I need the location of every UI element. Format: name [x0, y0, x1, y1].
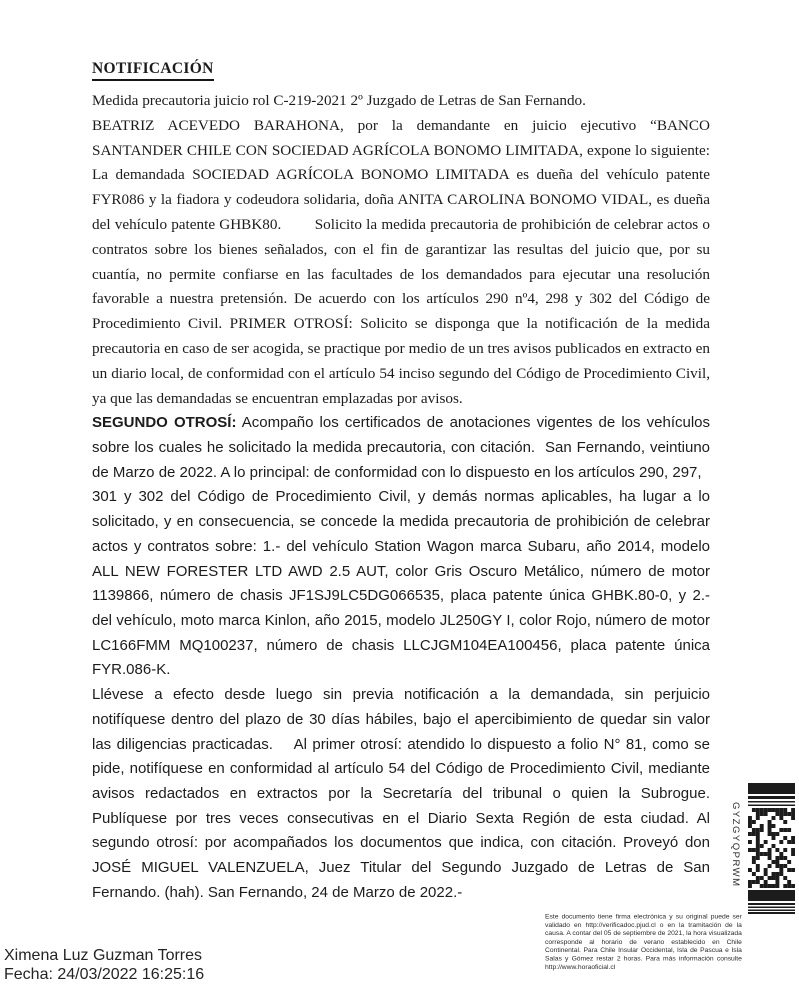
signatory-block — [4, 947, 204, 985]
text-run: SEGUNDO OTROSÍ: — [92, 414, 237, 432]
paragraph-resolucion — [92, 683, 710, 905]
barcode-code-label: GYZGYQPRWM — [730, 802, 741, 888]
text-run: BEATRIZ ACEVEDO BARAHONA, por la demandante en juicio ejecutivo “BANCO SANTANDER CHILE CON SOCIEDAD AGRÍCOLA BONOMO LIMITADA, expone lo siguiente: La demandada SOCIEDAD AGRÍCOLA BONOMO LIMITADA es dueña del vehículo patente FYR086 y la fiadora y codeudora solidaria, doña ANITA CAROLINA BONOMO VIDAL, es dueña del vehículo patente GHBK80. Solicito la medida precautoria de prohibición de celebrar actos o contratos sobre los bienes señalados, con el fin de garantizar las resultas del juicio que, por su cuantía, no permite confiarse en las facultades de los demandados para ejecutar una resolución favorable a nuestra pretensión. De acuerdo con los artículos 290 nº4, 298 y 302 del Código de Procedimiento Civil. PRIMER OTROSÍ: Solicito se disponga que la notificación de la medida precautoria en caso de ser acogida, se practique por medio de un tres avisos publicados en extracto en un diario local, de conformidad con el artículo 54 inciso segundo del Código de Procedimiento Civil, ya que las demandadas se encuentran emplazadas por avisos. — [92, 116, 710, 407]
paragraph-principal — [92, 114, 710, 412]
document-title-text: NOTIFICACIÓN — [92, 59, 214, 81]
paragraph-segundo-otrosi — [92, 411, 710, 683]
document-paragraphs — [92, 89, 710, 905]
document-body — [92, 59, 710, 905]
signatory-name: Ximena Luz Guzman Torres — [4, 947, 203, 964]
text-run: 301 y 302 del Código de Procedimiento Civil, y demás normas aplicables, ha lugar a lo solicitado, y en consecuencia, se concede la medida precautoria de prohibición de celebrar actos y contratos sobre: 1.- del vehículo Station Wagon marca Subaru, año 2014, modelo ALL NEW FORESTER LTD AWD 2.5 AUT, color Gris Oscuro Metálico, número de motor 1139866, número de chasis JF1SJ9LC5DG066535, placa patente única GHBK.80-0, y 2.- del vehículo, moto marca Kinlon, año 2015, modelo JL250GY I, color Rojo, número de motor LC166FMM MQ100237, número de chasis LLCJGM104EA100456, placa patente única FYR.086-K. — [92, 488, 710, 679]
verification-notice — [545, 913, 745, 979]
paragraph-rol — [92, 89, 710, 114]
text-run: Medida precautoria juicio rol C-219-2021 2º Juzgado de Letras de San Fernando. — [92, 92, 586, 109]
verification-notice-text: Este documento tiene firma electrónica y su original puede ser validado en http://verificadoc.pjud.cl o en la tramitación de la causa. A contar del 05 de septiembre de 2021, la hora visualizada corresponde al horario de verano establecido en Chile Continental. Para Chile Insular Occidental, Isla de Pascua e Isla Salas y Gómez restar 2 horas. Para más información consulte http://www.horaoficial.cl — [545, 913, 742, 971]
signature-date: Fecha: 24/03/2022 16:25:16 — [4, 965, 205, 983]
barcode-graphic-icon — [748, 783, 795, 914]
document-title — [92, 59, 710, 81]
verification-barcode — [726, 783, 796, 918]
text-run: Acompaño los certificados de anotaciones vigentes de los vehículos sobre los cuales he solicitado la medida precautoria, con citación. San Fernando, veintiuno de Marzo de 2022. A lo principal: de conformidad con lo dispuesto en los artículos 290, 297, — [92, 414, 710, 481]
text-run: Llévese a efecto desde luego sin previa notificación a la demandada, sin perjuicio notifíquese dentro del plazo de 30 días hábiles, bajo el apercibimiento de quedar sin valor las diligencias practicadas. Al primer otrosí: atendido lo dispuesto a folio N° 81, como se pide, notifíquese en conformidad al artículo 54 del Código de Procedimiento Civil, mediante avisos redactados en extractos por la Secretaría del tribunal o quien la Subrogue. Publíquese por tres veces consecutivas en el Diario Sexta Región de esta ciudad. Al segundo otrosí: por acompañados los documentos que indica, con citación. Proveyó don JOSÉ MIGUEL VALENZUELA, Juez Titular del Segundo Juzgado de Letras de San Fernando. (hah). San Fernando, 24 de Marzo de 2022.- — [92, 686, 710, 901]
